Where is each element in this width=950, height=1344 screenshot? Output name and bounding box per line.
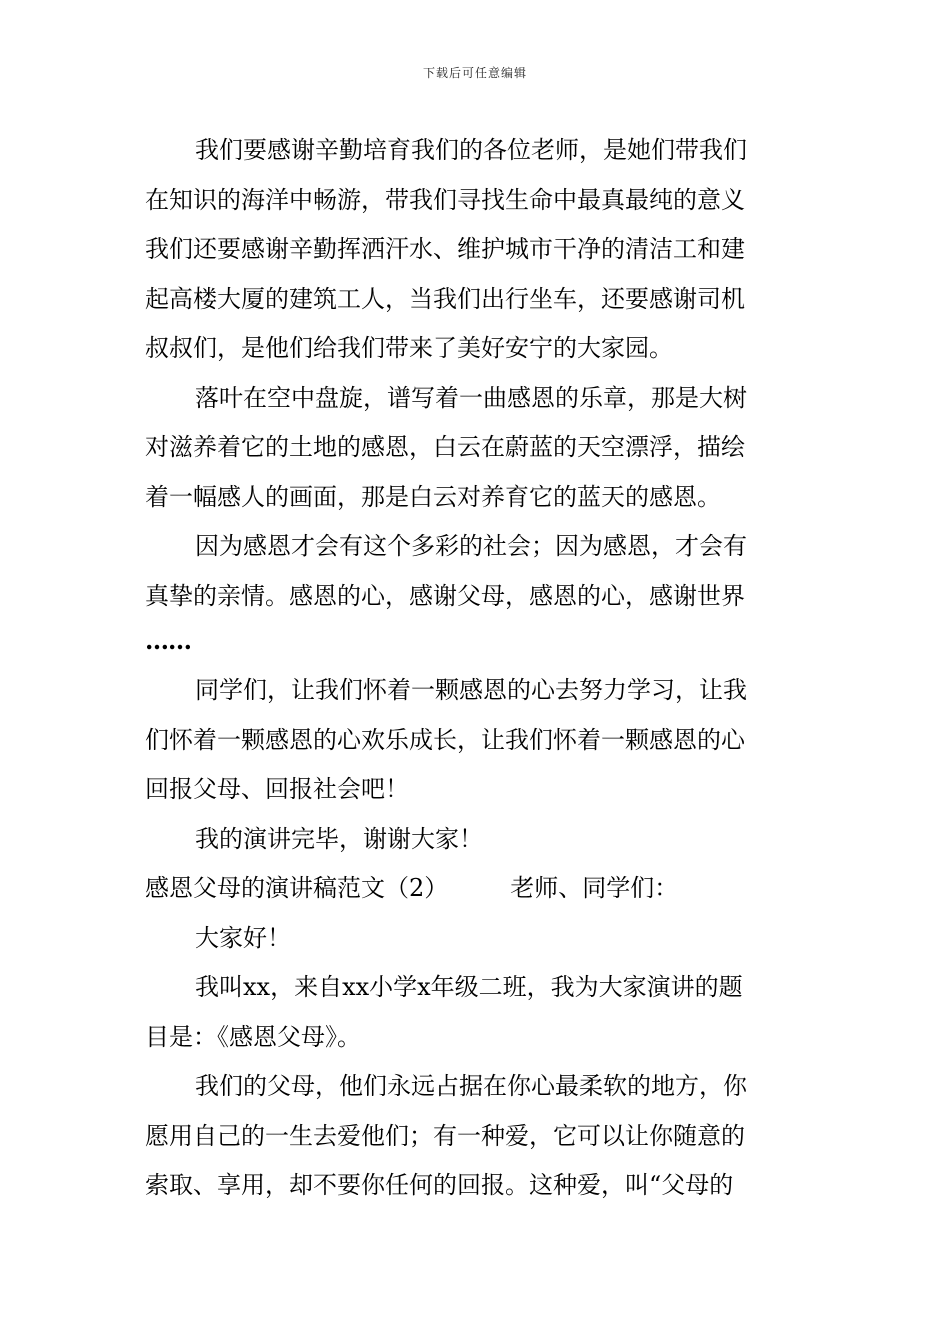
paragraph-line: 们怀着一颗感恩的心欢乐成长，让我们怀着一颗感恩的心: [145, 725, 745, 754]
paragraph-line: 我们还要感谢辛勤挥洒汗水、维护城市干净的清洁工和建: [145, 235, 745, 263]
paragraph-line: 对滋养着它的土地的感恩，白云在蔚蓝的天空漂浮，描绘: [145, 433, 745, 461]
salutation: 老师、同学们：: [510, 874, 679, 902]
section-heading-line: [145, 864, 807, 914]
paragraph-line: 我的演讲完毕，谢谢大家！: [195, 824, 483, 853]
paragraph-line: 落叶在空中盘旋，谱写着一曲感恩的乐章，那是大树: [195, 383, 747, 412]
paragraph-line: 我们的父母，他们永远占据在你心最柔软的地方，你: [195, 1072, 747, 1100]
paragraph-line: 索取、享用，却不要你任何的回报。这种爱，叫“父母的: [145, 1171, 734, 1199]
greeting-line: 大家好！: [195, 923, 291, 952]
paragraph-line: 回报父母、回报社会吧！: [145, 775, 409, 803]
paragraph-line: 因为感恩才会有这个多彩的社会；因为感恩，才会有: [195, 532, 747, 560]
document-body: [145, 126, 807, 1211]
paragraph-line: 目是：《感恩父母》。: [145, 1022, 361, 1051]
paragraph-line: 叔叔们，是他们给我们带来了美好安宁的大家园。: [145, 334, 673, 362]
paragraph-line: 起高楼大厦的建筑工人，当我们出行坐车，还要感谢司机: [145, 284, 745, 313]
paragraph-line: 我叫xx，来自xx小学x年级二班，我为大家演讲的题: [195, 973, 743, 1001]
ellipsis-line: ……: [145, 626, 191, 655]
section-heading: 感恩父母的演讲稿范文（2）: [145, 874, 449, 902]
paragraph-line: 同学们，让我们怀着一颗感恩的心去努力学习，让我: [195, 676, 747, 704]
paragraph-line: 在知识的海洋中畅游，带我们寻找生命中最真最纯的意义: [145, 185, 745, 214]
paragraph-line: 着一幅感人的画面，那是白云对养育它的蓝天的感恩。: [145, 482, 721, 511]
paragraph-line: 愿用自己的一生去爱他们；有一种爱，它可以让你随意的: [145, 1121, 745, 1150]
paragraph-line: 我们要感谢辛勤培育我们的各位老师，是她们带我们: [195, 136, 747, 164]
page-header: 下载后可任意编辑: [422, 66, 527, 80]
paragraph-line: 真挚的亲情。感恩的心，感谢父母，感恩的心，感谢世界: [145, 581, 745, 610]
